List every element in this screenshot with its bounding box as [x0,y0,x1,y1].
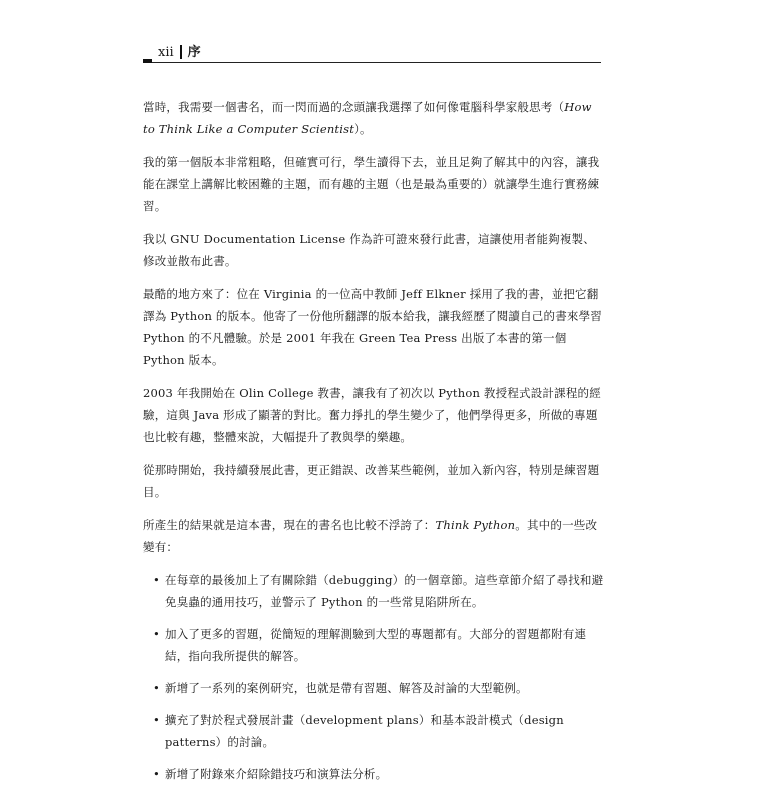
p7-text-a: 所產生的結果就是這本書，現在的書名也比較不浮誇了： [143,518,436,532]
bullet-icon: • [153,767,160,781]
p1-text-c: ）。 [354,122,372,136]
paragraph-6: 從那時開始，我持續發展此書，更正錯誤、改善某些範例，並加入新內容，特別是練習題目。 [143,463,600,499]
list-item [153,677,605,699]
paragraph-5: 2003 年我開始在 Olin College 教書，讓我有了初次以 Python 教授程式設計課程的經驗，這與 Java 形成了顯著的對比。奮力掙扎的學生變少了，他們學得更多，所做的專題也比較有趣，整體來說，大幅提升了教與學的樂趣。 [143,386,601,444]
bullet-icon: • [153,681,160,695]
p1-text-a: 當時，我需要一個書名，而一閃而過的念頭讓我選擇了 [143,100,424,114]
page-body [143,96,605,795]
p7-book-title: Think Python [435,518,516,532]
paragraph-1 [143,96,605,140]
bullet-icon: • [153,627,160,641]
list-item [153,763,605,785]
list-item [153,569,605,613]
p1-english-title: How to Think Like a Computer Scientist [143,100,592,136]
p1-book-title: 如何像電腦科學家般思考 [423,100,553,114]
p7-text-b: 。其中的一些改變有： [143,518,598,554]
bullet-icon: • [153,573,160,587]
header-mark [143,59,152,63]
changes-list [143,569,605,785]
paragraph-7 [143,514,605,558]
paragraph-3: 我以 GNU Documentation License 作為許可證來發行此書，這讓使用者能夠複製、修改並散布此書。 [143,232,595,268]
list-item-text: 加入了更多的習題，從簡短的理解測驗到大型的專題都有。大部分的習題都附有連結，指向我所提供的解答。 [165,627,587,663]
list-item-text: 新增了附錄來介紹除錯技巧和演算法分析。 [165,767,388,781]
paragraph-4: 最酷的地方來了：位在 Virginia 的一位高中教師 Jeff Elkner 採用了我的書，並把它翻譯為 Python 的版本。他寄了一份他所翻譯的版本給我，讓我經歷了閱讀自己的書來學習 Python 的不凡體驗。於是 2001 年我在 Green Tea Press 出版了本書的第一個 Python 版本。 [143,287,602,367]
page-number: xii [158,45,174,60]
list-item-text: 新增了一系列的案例研究，也就是帶有習題、解答及討論的大型範例。 [165,681,528,695]
header-separator [180,45,182,59]
list-item [153,709,605,753]
running-header [143,40,601,63]
list-item-text: 在每章的最後加上了有關除錯（debugging）的一個章節。這些章節介紹了尋找和避免臭蟲的通用技巧，並警示了 Python 的一些常見陷阱所在。 [165,573,604,609]
list-item [153,623,605,667]
bullet-icon: • [153,713,160,727]
paragraph-2: 我的第一個版本非常粗略，但確實可行，學生讀得下去，並且足夠了解其中的內容，讓我能在課堂上講解比較困難的主題，而有趣的主題（也是最為重要的）就讓學生進行實務練習。 [143,155,600,213]
p1-text-b: （ [552,100,565,114]
list-item-text: 擴充了對於程式發展計畫（development plans）和基本設計模式（design patterns）的討論。 [165,713,564,749]
chapter-title: 序 [187,45,201,60]
